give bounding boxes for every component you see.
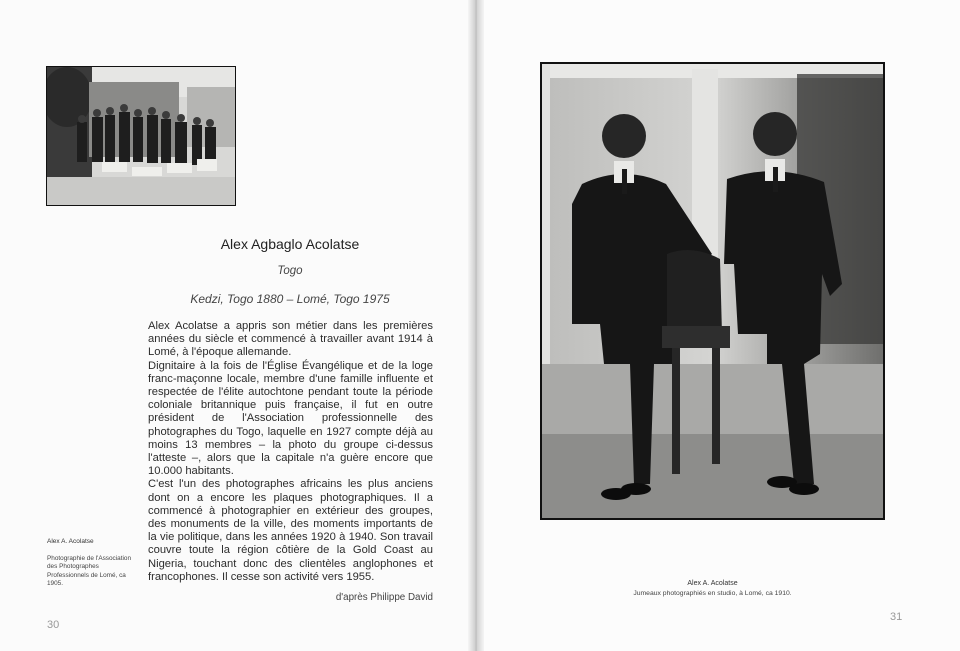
- book-gutter: [468, 0, 484, 651]
- life-dates: Kedzi, Togo 1880 – Lomé, Togo 1975: [190, 292, 390, 306]
- attribution: d'après Philippe David: [335, 592, 433, 603]
- biography-paragraph: Dignitaire à la fois de l'Église Évangélique et de la loge franc-maçonne locale, membre d'une famille influente et respectée de l'élite autochtone pendant toute la période coloniale britannique puis française, il fut en outre président de l'Association professionnelle des photographes du Togo, laquelle en 1927 compte déjà au moins 13 membres – la photo du groupe ci-dessus l'atteste –, alors que la capitale n'a guère encore que 10.000 habitants.: [148, 359, 433, 478]
- twins-photograph: [540, 62, 885, 520]
- biography-paragraph: Alex Acolatse a appris son métier dans les premières années du siècle et commencé à travailler avant 1914 à Lomé, à l'époque allemande.: [148, 320, 433, 359]
- right-caption-description: Jumeaux photographiés en studio, à Lomé, ca 1910.: [633, 590, 792, 597]
- left-caption-description: Photographie de l'Association des Photographes Professionnels de Lomé, ca 1905.: [47, 555, 131, 587]
- biography-paragraph: C'est l'un des photographes africains les plus anciens dont on a encore les plaques photographiques. Il a commencé à photographier en extérieur des groupes, des monuments de la ville, des moments importants de la vie politique, dans les années 1920 à 1940. Son travail couvre toute la région côtière de la Gold Coast au Nigeria, touchant donc des clientèles anglophones et francophones. Il cesse son activité vers 1955.: [148, 478, 433, 583]
- country-subtitle: Togo: [277, 265, 303, 277]
- group-photograph: [46, 66, 236, 206]
- page-number-right: 31: [890, 611, 903, 623]
- photographer-name-heading: Alex Agbaglo Acolatse: [220, 236, 360, 252]
- right-caption-name: Alex A. Acolatse: [687, 580, 738, 587]
- left-caption-name: Alex A. Acolatse: [47, 538, 94, 545]
- page-number-left: 30: [47, 619, 60, 631]
- biography-text: [148, 320, 433, 584]
